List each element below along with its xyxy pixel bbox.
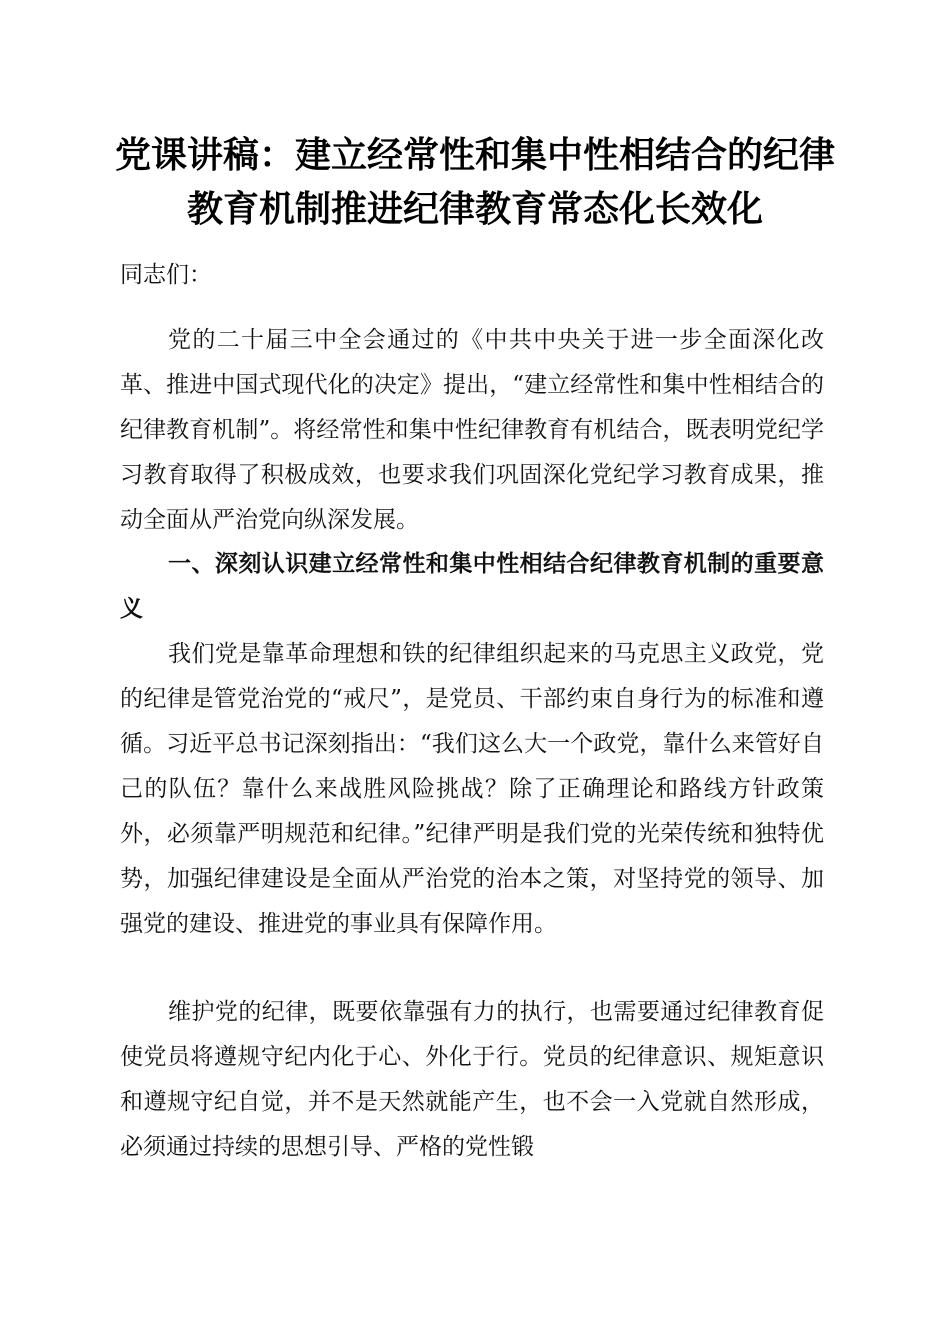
- paragraph-2: 我们党是靠革命理想和铁的纪律组织起来的马克思主义政党，党的纪律是管党治党的“戒尺”，是党员、干部约束自身行为的标准和遵循。习近平总书记深刻指出：“我们这么大一个政党，靠什么来管好自己的队伍？靠什么来战胜风险挑战？除了正确理论和路线方针政策外，必须靠严明规范和纪律。”纪律严明是我们党的光荣传统和独特优势，加强纪律建设是全面从严治党的治本之策，对坚持党的领导、加强党的建设、推进党的事业具有保障作用。: [120, 641, 824, 937]
- greeting: 同志们：: [120, 262, 212, 288]
- title-line-2: 教育机制推进纪律教育常态化长效化: [186, 188, 763, 230]
- paragraph-1: 党的二十届三中全会通过的《中共中央关于进一步全面深化改革、推进中国式现代化的决定》提出，“建立经常性和集中性相结合的纪律教育机制”。将经常性和集中性纪律教育有机结合，既表明党纪学习教育取得了积极成效，也要求我们巩固深化党纪学习教育成果，推动全面从严治党向纵深发展。: [120, 327, 824, 533]
- section-heading-1: 一、深刻认识建立经常性和集中性相结合纪律教育机制的重要意义: [120, 551, 824, 622]
- paragraph-3: 维护党的纪律，既要依靠强有力的执行，也需要通过纪律教育促使党员将遵规守纪内化于心、外化于行。党员的纪律意识、规矩意识和遵规守纪自觉，并不是天然就能产生，也不会一入党就自然形成，必须通过持续的思想引导、严格的党性锻: [120, 999, 824, 1160]
- title-line-1: 党课讲稿：建立经常性和集中性相结合的纪律: [114, 134, 835, 176]
- document-title: [100, 128, 850, 236]
